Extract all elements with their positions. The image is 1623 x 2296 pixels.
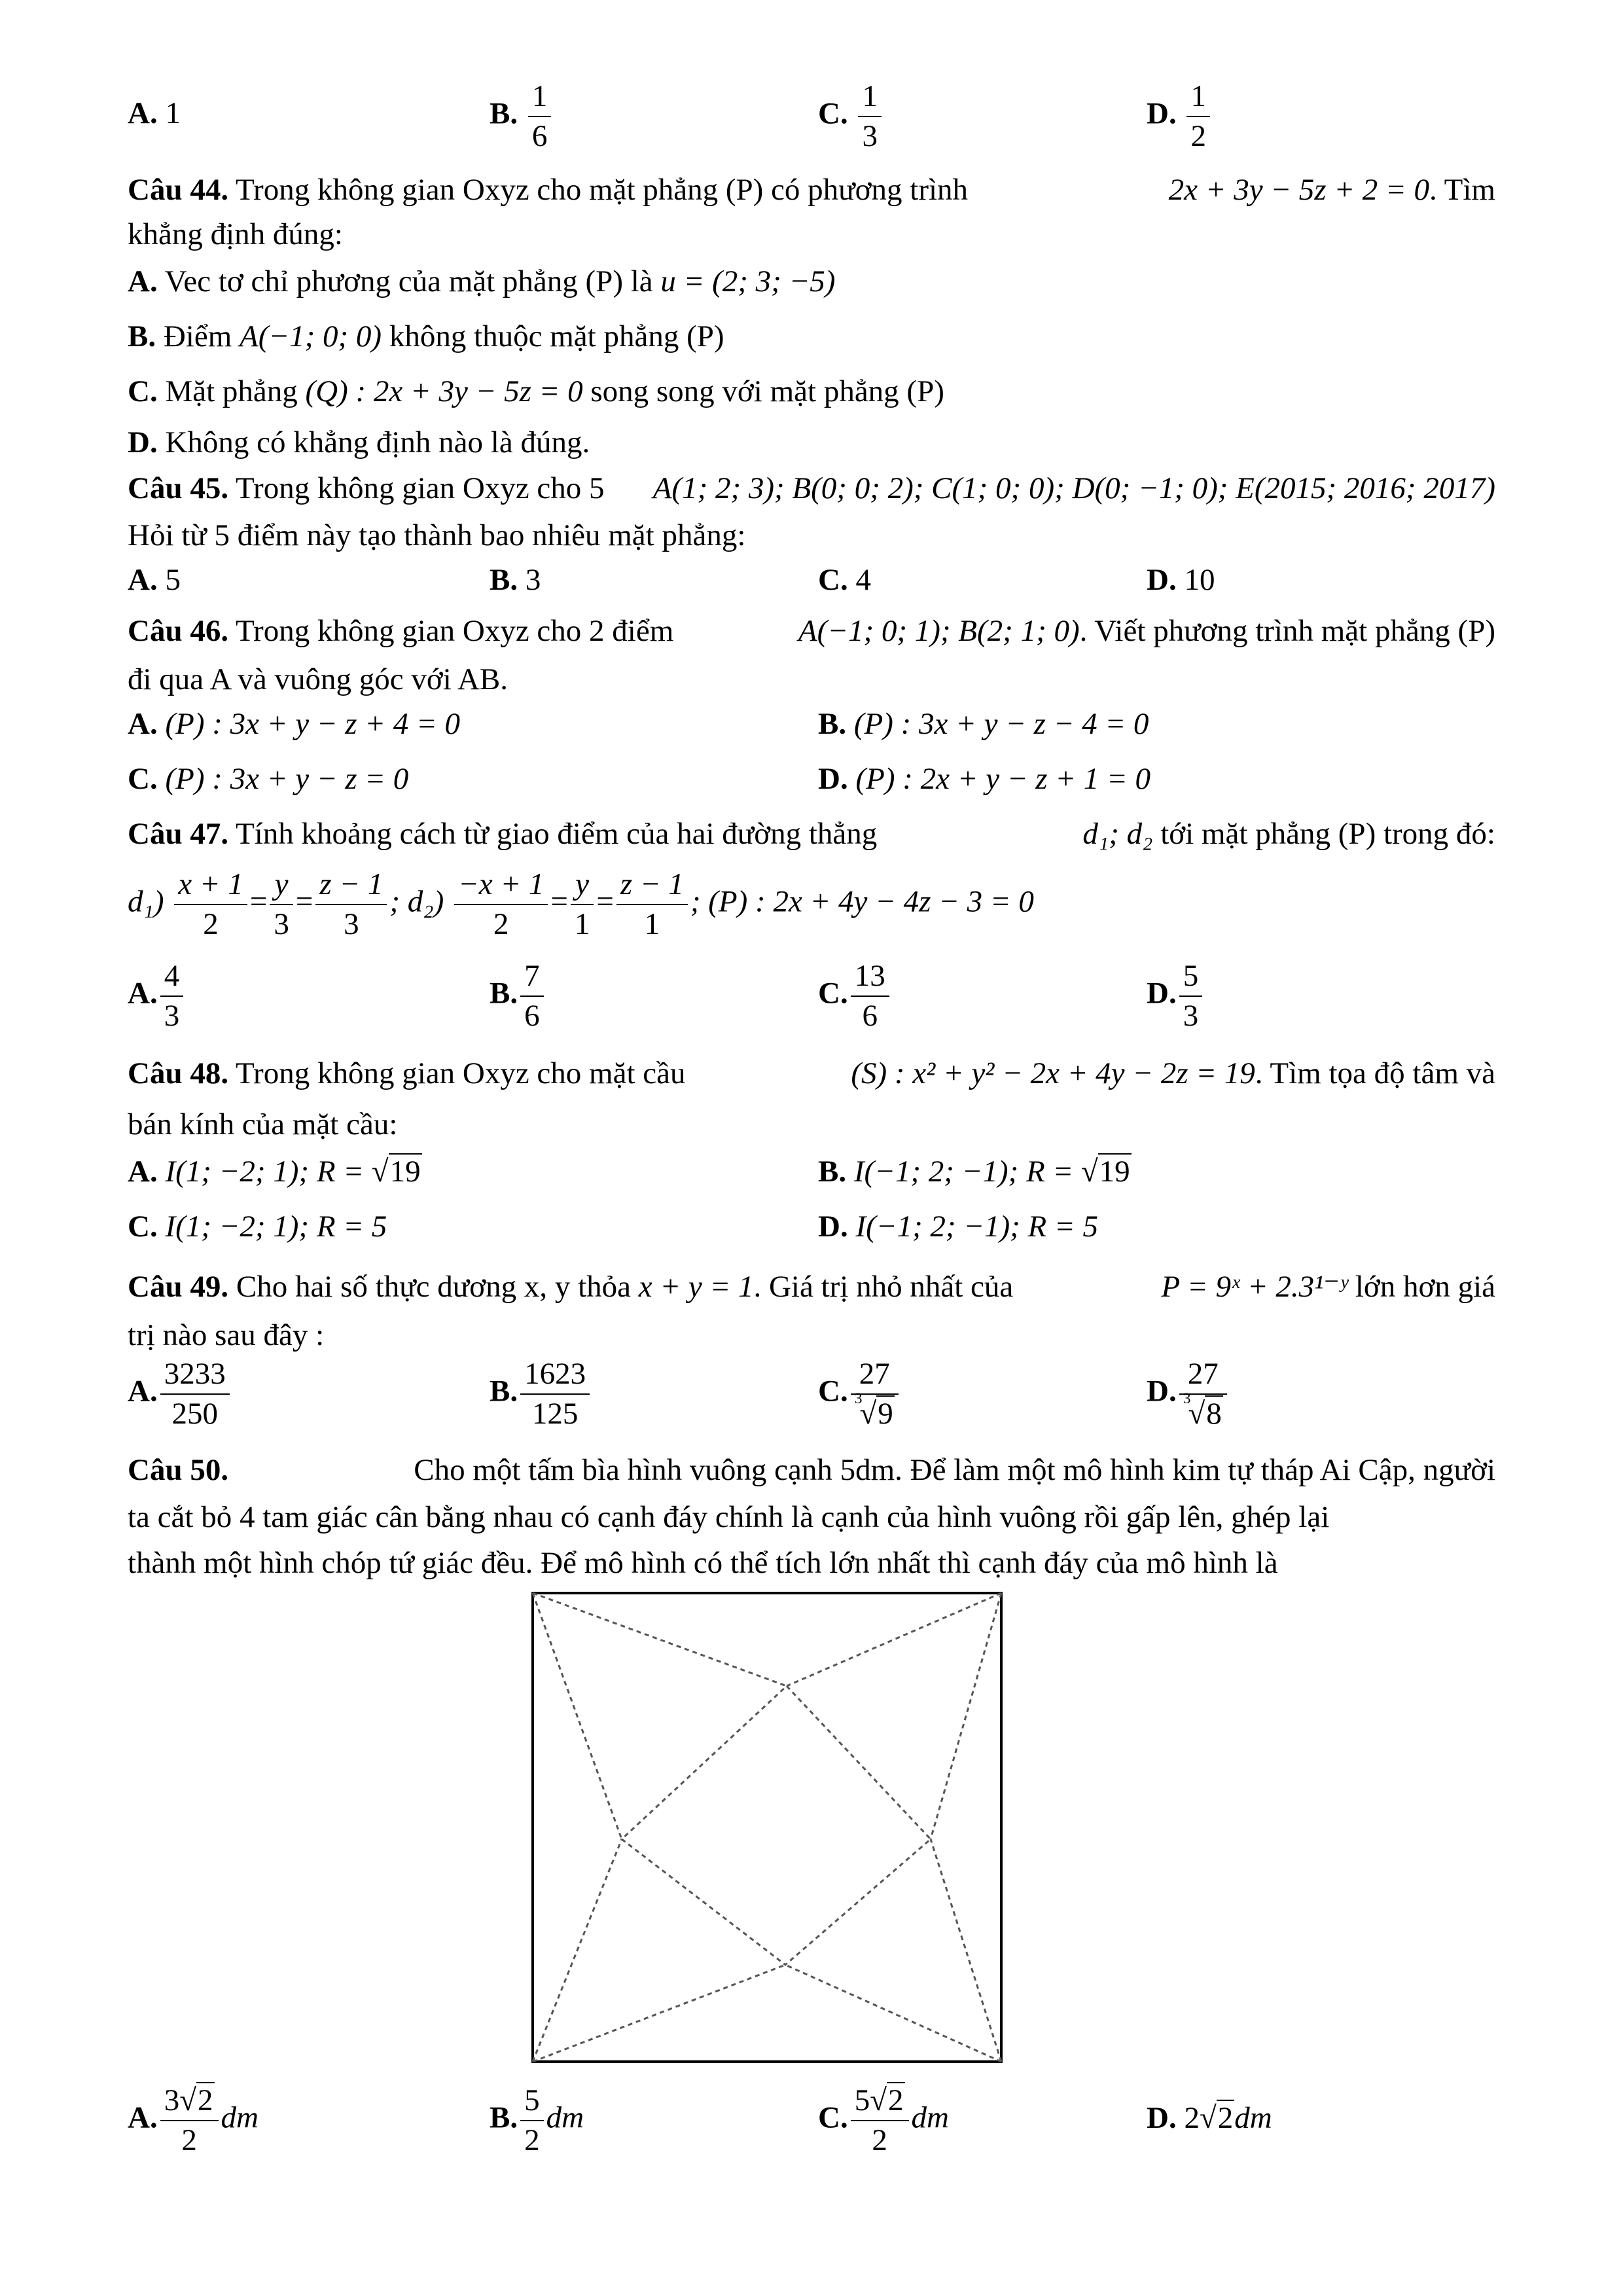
option-label: B.: [490, 2100, 518, 2135]
option-label: D.: [1147, 563, 1177, 597]
option-value: 1: [165, 96, 181, 130]
fraction: $\frac{z - 1}{3}$: [315, 865, 387, 944]
option-label: B.: [490, 96, 518, 131]
option-label: C.: [818, 1374, 848, 1408]
q48-option-d: [818, 1208, 1098, 1245]
plane-expression: ; (P) : 2x + 4y − 4z − 3 = 0: [690, 884, 1034, 919]
option-value: I(1; −2; 1); R = 5: [165, 1210, 387, 1244]
q44-option-a: [128, 263, 835, 300]
q47-option-a: [128, 957, 186, 1035]
option-label: D.: [1147, 2101, 1177, 2135]
lines-expression: d₁; d₂: [1082, 817, 1153, 851]
question-text: ta cắt bỏ 4 tam giác cân bằng nhau có cạnh đáy chính là cạnh của hình vuông rồi gấp lên, ghép lại: [128, 1500, 1330, 1534]
q47-line1: [128, 816, 1495, 852]
option-label: B.: [490, 1374, 518, 1408]
q50-option-c: [818, 2081, 949, 2160]
fold-line: [787, 1593, 1001, 1686]
sqrt-value: 2: [1217, 2101, 1234, 2135]
q48-line1: [128, 1055, 1495, 1092]
question-number: Câu 47.: [128, 817, 229, 851]
fold-line: [785, 1965, 1001, 2062]
option-value: (P) : 3x + y − z − 4 = 0: [853, 707, 1149, 741]
option-label: A.: [128, 1374, 158, 1408]
fraction: $\frac{5√2}{2}$: [851, 2081, 909, 2160]
question-number: Câu 50.: [128, 1453, 229, 1487]
prev-option-b: [490, 77, 554, 156]
unit: dm: [221, 2100, 259, 2135]
q50-option-a: [128, 2081, 259, 2160]
option-label: B.: [818, 707, 847, 741]
option-label: A.: [128, 2100, 158, 2135]
question-text: Cho hai số thực dương x, y thỏa: [236, 1270, 632, 1304]
q46-option-b: [818, 706, 1149, 742]
fraction: $\frac{y}{1}$: [571, 865, 594, 944]
fraction: $\frac{3√2}{2}$: [160, 2081, 219, 2160]
fraction: $\frac{4}{3}$: [160, 957, 184, 1035]
question-number: Câu 45.: [128, 471, 229, 505]
q46-line2: [128, 661, 508, 698]
fraction: $\frac{7}{6}$: [520, 957, 544, 1035]
fraction: $\frac{13}{6}$: [851, 957, 889, 1035]
inner-square-dashed: [622, 1686, 931, 1965]
option-value: (P) : 3x + y − z = 0: [165, 762, 409, 796]
equation: 2x + 3y − 5z + 2 = 0: [1168, 173, 1430, 207]
fraction: $\frac{-x + 1}{2}$: [454, 865, 548, 944]
square-outline: [533, 1593, 1001, 2062]
question-number: Câu 49.: [128, 1270, 229, 1304]
question-text: thành một hình chóp tứ giác đều. Để mô hình có thể tích lớn nhất thì cạnh đáy của mô hình là: [128, 1546, 1278, 1580]
question-number: Câu 48.: [128, 1056, 229, 1090]
q47-equations: d₁) $\frac{x + 1}{2}$ = $\frac{y}{3}$ = $\frac{z - 1}{3}$ ; d₂) $\frac{-x + 1}{2}$ = $\frac{y}{1}$ = $\frac{z - 1}{1}$ ; (P) : 2x + 4y − 4z − 3 = 0: [128, 865, 1034, 944]
dashed-fold-lines: [533, 1593, 1001, 2062]
question-text: tới mặt phẳng (P) trong đó:: [1160, 817, 1495, 851]
fraction: $\frac{1}{3}$: [858, 77, 882, 156]
option-label: A.: [128, 563, 158, 597]
q45-line1: [128, 470, 1495, 507]
q48-option-b: B. I(−1; 2; −1); R = √19: [818, 1155, 1130, 1189]
option-label: C.: [818, 2100, 848, 2135]
option-text: Không có khẳng định nào là đúng.: [165, 425, 590, 459]
q45-option-c: [818, 562, 871, 598]
option-value: I(−1; 2; −1); R =: [853, 1155, 1081, 1189]
q48-option-c: [128, 1208, 387, 1245]
option-label: C.: [818, 96, 848, 131]
option-text: song song với mặt phẳng (P): [590, 374, 944, 408]
question-number: Câu 44.: [128, 173, 229, 207]
q44-option-c: [128, 373, 944, 410]
option-value: 5: [165, 563, 181, 597]
fold-line: [533, 1593, 787, 1686]
question-text: . Tìm tọa độ tâm và: [1255, 1056, 1495, 1090]
q44-option-b: [128, 318, 724, 355]
option-label: A.: [128, 1155, 158, 1189]
unit: dm: [1234, 2101, 1272, 2135]
option-label: D.: [1147, 976, 1177, 1011]
option-label: A.: [128, 707, 158, 741]
question-text: Cho một tấm bìa hình vuông cạnh 5dm. Để làm một mô hình kim tự tháp Ai Cập, người: [414, 1453, 1495, 1487]
question-text: Trong không gian Oxyz cho mặt phẳng (P) có phương trình: [236, 173, 969, 207]
option-label: C.: [128, 374, 158, 408]
question-text: lớn hơn giá: [1355, 1270, 1495, 1304]
sqrt-value: 19: [389, 1155, 421, 1189]
fold-line: [533, 1593, 622, 1839]
option-label: B.: [818, 1155, 847, 1189]
option-value: I(−1; 2; −1); R = 5: [855, 1210, 1098, 1244]
question-text: bán kính của mặt cầu:: [128, 1107, 398, 1141]
option-text: Điểm: [163, 319, 232, 353]
sphere-expression: (S) : x² + y² − 2x + 4y − 2z = 19: [851, 1056, 1255, 1090]
option-label: B.: [128, 319, 156, 353]
option-value: 4: [855, 563, 871, 597]
question-text: . Giá trị nhỏ nhất của: [753, 1270, 1014, 1304]
option-label: C.: [128, 762, 158, 796]
option-label: A.: [128, 976, 158, 1011]
option-label: D.: [818, 1210, 848, 1244]
question-text: Trong không gian Oxyz cho mặt cầu: [236, 1056, 686, 1090]
fraction: $\frac{5}{3}$: [1179, 957, 1203, 1035]
question-text: trị nào sau đây :: [128, 1318, 325, 1352]
q50-line2: [128, 1499, 1329, 1535]
unit: dm: [911, 2100, 949, 2135]
q50-line1: [128, 1452, 1495, 1488]
option-label: C.: [818, 563, 848, 597]
unit: dm: [546, 2100, 584, 2135]
function-expression: P = 9ˣ + 2.3¹⁻ʸ: [1161, 1270, 1348, 1304]
option-value: 10: [1184, 563, 1215, 597]
question-text: Trong không gian Oxyz cho 2 điểm: [236, 614, 674, 648]
q45-option-a: [128, 562, 181, 598]
question-text: Trong không gian Oxyz cho 5: [236, 471, 605, 505]
question-text: . Viết phương trình mặt phẳng (P): [1079, 614, 1495, 648]
condition-expression: x + y = 1: [638, 1270, 754, 1304]
option-label: A.: [128, 96, 158, 130]
option-label: D.: [128, 425, 158, 459]
question-text: đi qua A và vuông góc với AB.: [128, 662, 508, 696]
option-label: A.: [128, 264, 158, 298]
fraction: $\frac{3233}{250}$: [160, 1355, 230, 1433]
option-value: (P) : 2x + y − z + 1 = 0: [855, 762, 1150, 796]
line-label: ; d₂): [389, 884, 444, 919]
question-text: Tính khoảng cách từ giao điểm của hai đường thẳng: [236, 817, 878, 851]
option-text: không thuộc mặt phẳng (P): [389, 319, 724, 353]
question-text: khẳng định đúng:: [128, 217, 343, 251]
question-text: . Tìm: [1429, 173, 1495, 207]
q47-option-d: [1147, 957, 1205, 1035]
sqrt-value: 19: [1099, 1155, 1130, 1189]
q44-line1: [128, 171, 1495, 208]
option-label: B.: [490, 976, 518, 1011]
points-expression: A(1; 2; 3); B(0; 0; 2); C(1; 0; 0); D(0; −1; 0); E(2015; 2016; 2017): [652, 471, 1495, 505]
prev-option-d: [1147, 77, 1213, 156]
q47-option-b: [490, 957, 546, 1035]
pyramid-net-diagram: [524, 1584, 1008, 2068]
option-label: B.: [490, 563, 518, 597]
q48-option-a: A. I(1; −2; 1); R = √19: [128, 1155, 421, 1189]
q46-line1: [128, 613, 1495, 649]
fold-line: [533, 1839, 622, 2062]
fraction: $\frac{1}{6}$: [528, 77, 552, 156]
q50-option-b: [490, 2081, 584, 2160]
option-label: C.: [818, 976, 848, 1011]
fraction: $\frac{27}{^3√9}$: [851, 1355, 899, 1433]
q46-option-c: [128, 761, 408, 797]
q49-line2: [128, 1317, 324, 1354]
q46-option-a: [128, 706, 460, 742]
q49-line1: [128, 1268, 1495, 1305]
option-value: 3: [525, 563, 541, 597]
fraction: $\frac{x + 1}{2}$: [174, 865, 247, 944]
prev-option-c: [818, 77, 884, 156]
q45-option-b: [490, 562, 541, 598]
fraction: $\frac{z - 1}{1}$: [616, 865, 688, 944]
option-value: I(1; −2; 1); R =: [165, 1155, 372, 1189]
q49-option-a: [128, 1355, 232, 1433]
prev-option-a: [128, 95, 181, 132]
option-value: (P) : 3x + y − z + 4 = 0: [165, 707, 460, 741]
fold-line: [931, 1593, 1001, 1839]
q49-option-b: [490, 1355, 592, 1433]
q44-option-d: [128, 424, 590, 461]
line-label: d₁): [128, 884, 164, 919]
question-text: Hỏi từ 5 điểm này tạo thành bao nhiêu mặt phẳng:: [128, 518, 746, 552]
fold-line: [533, 1965, 785, 2062]
fraction: $\frac{27}{^3√8}$: [1179, 1355, 1227, 1433]
question-number: Câu 46.: [128, 614, 229, 648]
option-label: C.: [128, 1210, 158, 1244]
coefficient: 2: [1184, 2101, 1200, 2135]
option-text: Vec tơ chỉ phương của mặt phẳng (P) là: [164, 264, 653, 298]
fraction: $\frac{1623}{125}$: [520, 1355, 590, 1433]
q45-line2: [128, 517, 745, 554]
points-expression: A(−1; 0; 1); B(2; 1; 0): [798, 614, 1080, 648]
fold-line: [931, 1839, 1001, 2062]
q44-line2: [128, 216, 343, 253]
option-label: D.: [1147, 1374, 1177, 1408]
q50-line3: [128, 1545, 1278, 1581]
q45-option-d: [1147, 562, 1215, 598]
point-expression: A(−1; 0; 0): [240, 319, 382, 353]
q50-option-d: D. 2√2dm: [1147, 2101, 1272, 2135]
option-label: D.: [818, 762, 848, 796]
q49-option-d: [1147, 1355, 1230, 1433]
fraction: $\frac{1}{2}$: [1186, 77, 1210, 156]
fraction: $\frac{y}{3}$: [270, 865, 293, 944]
option-text: Mặt phẳng: [165, 374, 298, 408]
q49-option-c: [818, 1355, 901, 1433]
option-label: D.: [1147, 96, 1177, 131]
vector-expression: u = (2; 3; −5): [660, 264, 836, 298]
q46-option-d: [818, 761, 1150, 797]
q47-option-c: [818, 957, 892, 1035]
q48-line2: [128, 1106, 397, 1143]
fraction: $\frac{5}{2}$: [520, 2081, 544, 2160]
plane-expression: (Q) : 2x + 3y − 5z = 0: [305, 374, 583, 408]
